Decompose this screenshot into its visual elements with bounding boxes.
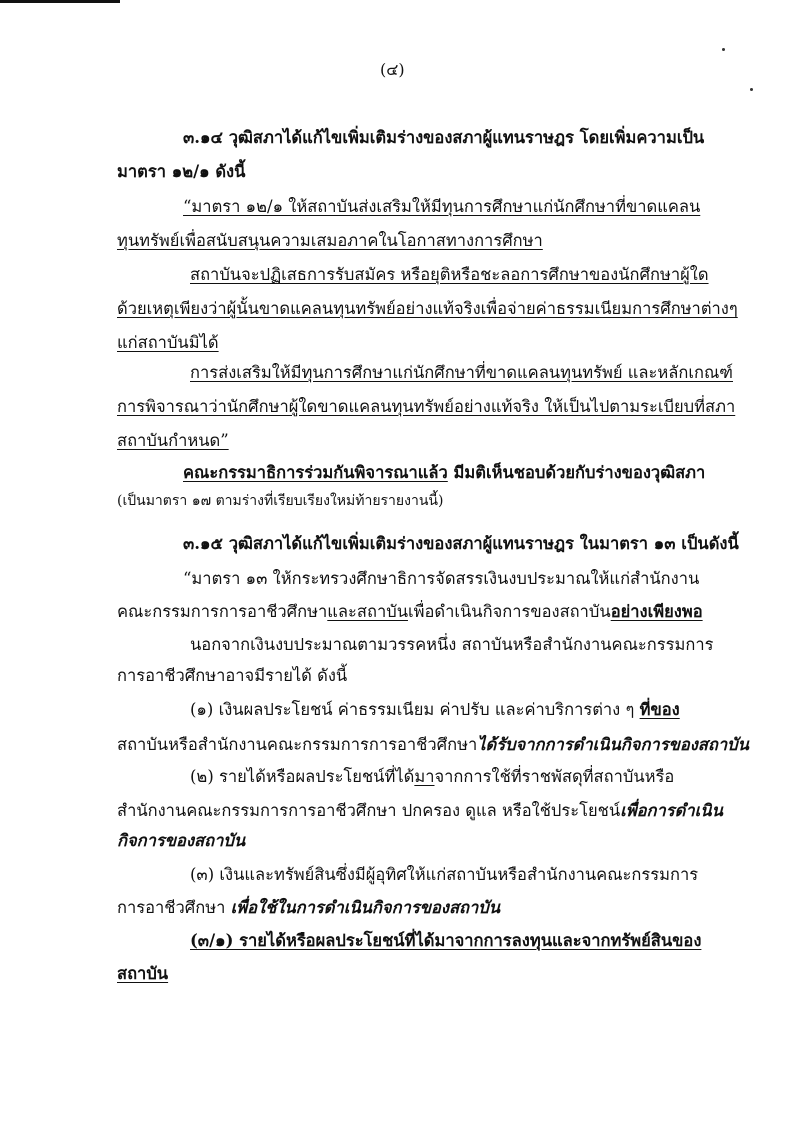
- section-13-para2-line-2: การอาชีวศึกษาอาจมีรายได้ ดังนี้: [117, 666, 348, 685]
- committee-resolution-lead: คณะกรรมาธิการร่วมกันพิจารณาแล้ว: [183, 463, 448, 482]
- item-1-line-1-b: ที่ของ: [639, 700, 680, 719]
- committee-note: (เป็นมาตรา ๑๗ ตามร่างที่เรียบเรียงใหม่ท้ายรายงานนี้): [117, 493, 444, 509]
- item-1-line-2: [117, 733, 749, 757]
- section-13-line-2-a: คณะกรรมการการอาชีวศึกษา: [117, 602, 328, 621]
- section-3-14-line-1: ๓.๑๔ วุฒิสภาได้แก้ไขเพิ่มเติมร่างของสภาผู้แทนราษฎร โดยเพิ่มความเป็น: [183, 128, 705, 147]
- item-2-line-2-a: สำนักงานคณะกรรมการการอาชีวศึกษา ปกครอง ดูแล หรือใช้ประโยชน์: [117, 801, 621, 820]
- section-13-line-2: [117, 600, 703, 624]
- section-3-15-line-1: ๓.๑๕ วุฒิสภาได้แก้ไขเพิ่มเติมร่างของสภาผู้แทนราษฎร ในมาตรา ๑๓ เป็นดังนี้: [183, 534, 739, 553]
- top-edge-rule: [0, 0, 120, 3]
- section-13-line-2-b: และสถาบัน: [327, 602, 408, 621]
- section-13-line-2-c: เพื่อดำเนินกิจการของสถาบัน: [407, 602, 611, 621]
- section-12-1-para2-line-3: แก่สถาบันมิได้: [117, 333, 219, 352]
- item-2-line-1-b: มา: [414, 767, 435, 786]
- item-2-line-3: กิจการของสถาบัน: [117, 831, 246, 850]
- item-2-line-2: [117, 799, 723, 823]
- section-12-1-para2-line-2: ด้วยเหตุเพียงว่าผู้นั้นขาดแคลนทุนทรัพย์อย่างแท้จริงเพื่อจ่ายค่าธรรมเนียมการศึกษาต่างๆ: [117, 299, 738, 318]
- item-1-line-1-a: (๑) เงินผลประโยชน์ ค่าธรรมเนียม ค่าปรับ และค่าบริการต่าง ๆ: [190, 700, 640, 719]
- scan-speck: [750, 88, 753, 91]
- section-12-1-line-2: ทุนทรัพย์เพื่อสนับสนุนความเสมอภาคในโอกาสทางการศึกษา: [117, 231, 543, 250]
- item-3-line-1: (๓) เงินและทรัพย์สินซึ่งมีผู้อุทิศให้แก่สถาบันหรือสำนักงานคณะกรรมการ: [190, 865, 699, 884]
- item-3-line-2-b: เพื่อใช้ในการดำเนินกิจการของสถาบัน: [230, 898, 501, 917]
- section-13-line-2-d: อย่างเพียงพอ: [610, 602, 703, 621]
- item-1-line-2-b: ได้รับจากการดำเนินกิจการของสถาบัน: [477, 735, 749, 754]
- item-2-line-1-c: จากการใช้ที่ราชพัสดุที่สถาบันหรือ: [434, 767, 675, 786]
- item-1-line-1: [190, 698, 680, 722]
- section-12-1-para2-line-1: สถาบันจะปฏิเสธการรับสมัคร หรือยุติหรือชะลอการศึกษาของนักศึกษาผู้ใด: [190, 265, 709, 284]
- section-12-1-para3-line-2: การพิจารณาว่านักศึกษาผู้ใดขาดแคลนทุนทรัพย์อย่างแท้จริง ให้เป็นไปตามระเบียบที่สภา: [117, 397, 736, 416]
- item-1-line-2-a: สถาบันหรือสำนักงานคณะกรรมการการอาชีวศึกษา: [117, 735, 478, 754]
- item-2-line-2-b: เพื่อการดำเนิน: [620, 801, 723, 820]
- section-3-14-line-2: มาตรา ๑๒/๑ ดังนี้: [117, 162, 246, 181]
- committee-resolution: [183, 461, 705, 485]
- section-13-para2-line-1: นอกจากเงินงบประมาณตามวรรคหนึ่ง สถาบันหรือสำนักงานคณะกรรมการ: [190, 635, 714, 654]
- section-13-line-1: “มาตรา ๑๓ ให้กระทรวงศึกษาธิการจัดสรรเงินงบประมาณให้แก่สำนักงาน: [183, 569, 700, 588]
- section-12-1-line-1: “มาตรา ๑๒/๑ ให้สถาบันส่งเสริมให้มีทุนการศึกษาแก่นักศึกษาที่ขาดแคลน: [183, 197, 701, 216]
- scan-speck: [722, 48, 725, 51]
- item-3-1-line-1: (๓/๑) รายได้หรือผลประโยชน์ที่ได้มาจากการลงทุนและจากทรัพย์สินของ: [190, 931, 702, 950]
- section-12-1-para3-line-1: การส่งเสริมให้มีทุนการศึกษาแก่นักศึกษาที่ขาดแคลนทุนทรัพย์ และหลักเกณฑ์: [190, 363, 733, 382]
- item-3-line-2-a: การอาชีวศึกษา: [117, 898, 231, 917]
- item-2-line-1-a: (๒) รายได้หรือผลประโยชน์ที่ได้: [190, 767, 415, 786]
- committee-resolution-rest: มีมติเห็นชอบด้วยกับร่างของวุฒิสภา: [447, 463, 706, 482]
- item-3-1-line-2: สถาบัน: [117, 964, 169, 983]
- section-12-1-para3-line-3: สถาบันกำหนด”: [117, 431, 229, 450]
- page-number: (๔): [380, 60, 405, 79]
- item-2-line-1: [190, 765, 674, 789]
- item-3-line-2: [117, 896, 500, 920]
